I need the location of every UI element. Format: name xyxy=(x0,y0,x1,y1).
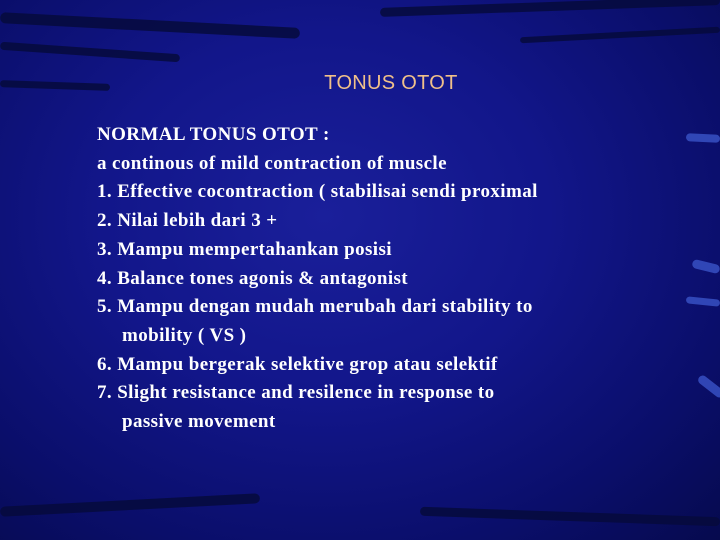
body-heading: NORMAL TONUS OTOT : xyxy=(97,124,330,145)
list-item: 6. Mampu bergerak selektive grop atau selektif xyxy=(97,353,498,375)
background-streak xyxy=(380,0,720,17)
list-item: 5. Mampu dengan mudah merubah dari stability to xyxy=(97,296,533,318)
slide-body xyxy=(97,121,697,437)
body-definition: a continous of mild contraction of muscle xyxy=(97,152,447,174)
background-accent-streak xyxy=(696,374,720,400)
list-item-continuation: mobility ( VS ) xyxy=(122,324,247,346)
list-item: 4. Balance tones agonis & antagonist xyxy=(97,267,409,289)
background-streak xyxy=(520,27,720,43)
list-item-continuation: passive movement xyxy=(122,411,276,433)
background-streak xyxy=(0,42,180,63)
slide-title: TONUS OTOT xyxy=(324,72,458,94)
list-item: 1. Effective cocontraction ( stabilisai sendi proximal xyxy=(97,181,538,203)
list-item: 3. Mampu mempertahankan posisi xyxy=(97,238,392,260)
background-streak xyxy=(0,12,300,39)
list-item: 7. Slight resistance and resilence in response to xyxy=(97,382,495,404)
list-item: 2. Nilai lebih dari 3 + xyxy=(97,210,278,232)
background-streak xyxy=(0,493,260,517)
background-streak xyxy=(420,507,720,526)
